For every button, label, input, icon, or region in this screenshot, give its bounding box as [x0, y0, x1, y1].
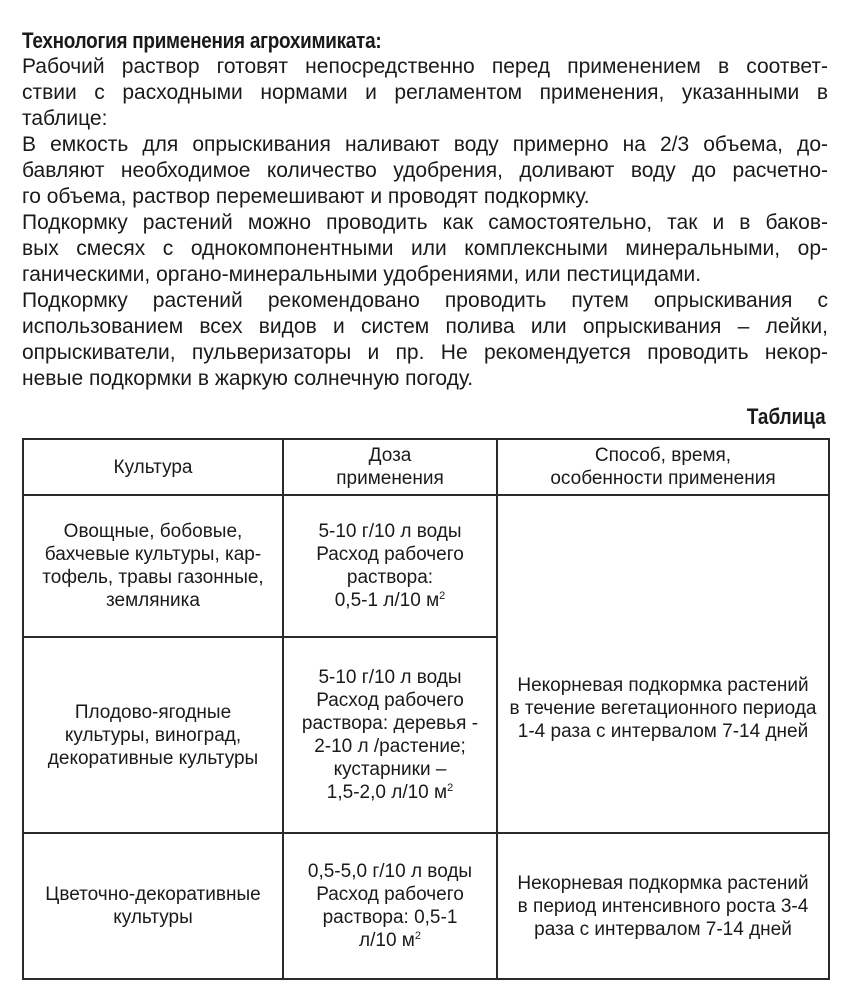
- culture-line: Цветочно-декоративные: [45, 884, 261, 905]
- cell-method-shared: [497, 495, 829, 833]
- header-method-line: Способ, время,: [594, 445, 732, 466]
- intro-paragraphs: [22, 54, 828, 392]
- method-line: Некорневая подкормка растений: [517, 872, 809, 894]
- header-dose-line: Доза: [368, 445, 412, 466]
- culture-line: декоративные культуры: [47, 747, 259, 769]
- cell-method-flowers: [497, 833, 829, 979]
- culture-line: бахчевые культуры, кар-: [44, 544, 262, 565]
- dose-line: Расход рабочего: [316, 884, 464, 905]
- culture-line: Плодово-ягодные: [74, 701, 232, 723]
- method-line: 1-4 раза с интервалом 7-14 дней: [517, 721, 809, 742]
- cell-culture: [23, 495, 283, 637]
- dose-line: Расход рабочего: [316, 544, 464, 565]
- intro-line: ствии с расходными нормами и регламентом применения, указанными в: [22, 81, 828, 104]
- culture-line: культуры, виноград,: [64, 724, 242, 746]
- table-caption: Таблица: [747, 404, 826, 429]
- intro-line: го объема, раствор перемешивают и проводят подкормку.: [22, 185, 590, 208]
- table-row: [23, 495, 829, 637]
- cell-culture: [23, 637, 283, 833]
- intro-line: вых смесях с однокомпонентными или комплексными минеральными, ор-: [22, 237, 828, 260]
- intro-line: ганическими, органо-минеральными удобрениями, или пестицидами.: [22, 263, 702, 286]
- dose-line: 0,5-5,0 г/10 л воды: [307, 861, 473, 882]
- application-table: [22, 438, 830, 980]
- culture-line: культуры: [113, 907, 193, 928]
- intro-line: использованием всех видов и систем полива или опрыскивания – лейки,: [22, 315, 828, 338]
- intro-line: Подкормку растений рекомендовано проводить путем опрыскивания с: [22, 289, 828, 312]
- method-line: в период интенсивного роста 3-4: [517, 895, 809, 917]
- header-culture-label: Культура: [113, 456, 193, 478]
- header-method: [497, 439, 829, 495]
- square-superscript: 2: [414, 930, 421, 942]
- dose-line: [290, 929, 490, 952]
- intro-line: Рабочий раствор готовят непосредственно перед применением в соответ-: [22, 55, 828, 78]
- intro-line: невые подкормки в жаркую солнечную погоду.: [22, 367, 474, 390]
- cell-dose: [283, 495, 497, 637]
- header-dose-line: применения: [336, 468, 444, 489]
- intro-line: опрыскиватели, пульверизаторы и пр. Не рекомендуется проводить некор-: [22, 341, 828, 364]
- cell-culture: [23, 833, 283, 979]
- dose-line: Расход рабочего: [316, 690, 464, 711]
- intro-line: бавляют необходимое количество удобрения, доливают воду до расчетно-: [22, 159, 828, 182]
- header-method-line: особенности применения: [550, 468, 776, 489]
- table-row: [23, 833, 829, 979]
- intro-line: В емкость для опрыскивания наливают воду примерно на 2/3 объема, до-: [22, 133, 828, 156]
- dose-value: 0,5-1 л/10 м: [334, 590, 440, 611]
- dose-line: 5-10 г/10 л воды: [318, 667, 462, 688]
- table-header-row: [23, 439, 829, 495]
- header-culture: [23, 439, 283, 495]
- cell-dose: [283, 637, 497, 833]
- method-line: в течение вегетационного периода: [509, 698, 817, 719]
- dose-value: 1,5-2,0 л/10 м: [326, 782, 448, 803]
- cell-dose: [283, 833, 497, 979]
- dose-line: [290, 589, 490, 612]
- dose-line: 2-10 л /растение;: [314, 736, 466, 757]
- square-superscript: 2: [447, 782, 454, 794]
- square-superscript: 2: [439, 590, 446, 602]
- culture-line: Овощные, бобовые,: [63, 521, 243, 542]
- culture-line: тофель, травы газонные,: [42, 567, 264, 588]
- method-line: раза с интервалом 7-14 дней: [534, 918, 792, 940]
- section-heading: Технология применения агрохимиката:: [22, 28, 382, 53]
- header-dose: [283, 439, 497, 495]
- dose-line: кустарники –: [333, 759, 447, 780]
- dose-line: раствора: 0,5-1: [322, 907, 458, 928]
- intro-line: Подкормку растений можно проводить как самостоятельно, так и в баков-: [22, 211, 828, 234]
- dose-line: раствора: деревья -: [301, 713, 479, 734]
- culture-line: земляника: [106, 590, 200, 611]
- intro-line: таблице:: [22, 107, 108, 130]
- dose-line: 5-10 г/10 л воды: [318, 521, 462, 542]
- dose-line: раствора:: [346, 567, 434, 588]
- method-line: Некорневая подкормка растений: [517, 675, 809, 696]
- dose-line: [290, 781, 490, 804]
- dose-value: л/10 м: [359, 930, 415, 951]
